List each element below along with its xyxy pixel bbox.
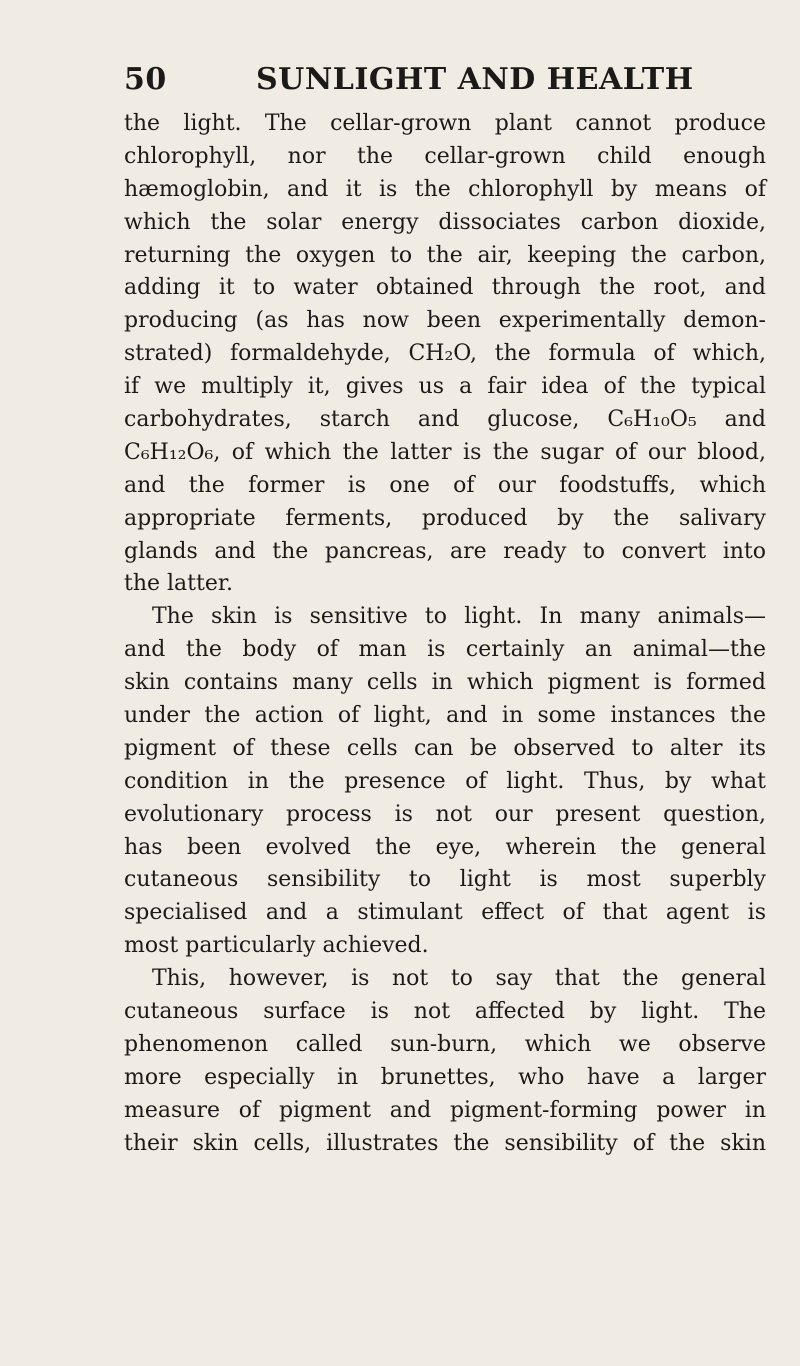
text-line: under the action of light, and in some instances the bbox=[124, 703, 766, 729]
text-line: pigment of these cells can be observed to alter its bbox=[124, 735, 766, 761]
text-line: measure of pigment and pigment-forming power in bbox=[124, 1097, 766, 1123]
text-line: strated) formaldehyde, CH₂O, the formula of which, bbox=[124, 341, 766, 367]
body-text bbox=[124, 108, 766, 1161]
text-line: phenomenon called sun-burn, which we observe bbox=[124, 1031, 766, 1057]
text-line: returning the oxygen to the air, keeping the carbon, bbox=[124, 242, 766, 268]
page-number: 50 bbox=[124, 62, 167, 97]
text-line: and the former is one of our foodstuffs, which bbox=[124, 472, 766, 498]
text-line: cutaneous surface is not affected by light. The bbox=[124, 999, 766, 1025]
text-line: carbohydrates, starch and glucose, C₆H₁₀O₅ and bbox=[124, 407, 766, 433]
text-line: the light. The cellar-grown plant cannot produce bbox=[124, 111, 766, 136]
text-line: has been evolved the eye, wherein the general bbox=[124, 834, 766, 860]
text-line: evolutionary process is not our present question, bbox=[124, 801, 766, 827]
text-line: and the body of man is certainly an animal—the bbox=[124, 637, 766, 663]
text-line: most particularly achieved. bbox=[124, 933, 429, 959]
text-line: specialised and a stimulant effect of that agent is bbox=[124, 900, 766, 926]
text-line: adding it to water obtained through the root, and bbox=[124, 275, 766, 301]
text-line: cutaneous sensibility to light is most superbly bbox=[124, 867, 766, 893]
text-line: This, however, is not to say that the general bbox=[152, 966, 766, 992]
text-line: skin contains many cells in which pigment is formed bbox=[124, 670, 766, 696]
text-line: if we multiply it, gives us a fair idea of the typical bbox=[124, 374, 766, 400]
text-line: appropriate ferments, produced by the salivary bbox=[124, 505, 766, 531]
page-header bbox=[124, 60, 760, 100]
text-line: their skin cells, illustrates the sensibility of the skin bbox=[124, 1130, 766, 1156]
text-line: which the solar energy dissociates carbon dioxide, bbox=[124, 209, 766, 235]
text-line: chlorophyll, nor the cellar-grown child enough bbox=[124, 143, 766, 169]
text-line: the latter. bbox=[124, 571, 233, 597]
running-title: SUNLIGHT AND HEALTH bbox=[256, 62, 694, 97]
text-line: producing (as has now been experimentally demon- bbox=[124, 308, 766, 334]
text-line: condition in the presence of light. Thus, by what bbox=[124, 768, 766, 794]
text-line: C₆H₁₂O₆, of which the latter is the sugar of our blood, bbox=[124, 439, 766, 465]
text-line: The skin is sensitive to light. In many animals— bbox=[152, 604, 766, 630]
text-line: more especially in brunettes, who have a larger bbox=[124, 1064, 766, 1090]
text-line: glands and the pancreas, are ready to convert into bbox=[124, 538, 766, 564]
text-line: hæmoglobin, and it is the chlorophyll by means of bbox=[124, 176, 766, 202]
